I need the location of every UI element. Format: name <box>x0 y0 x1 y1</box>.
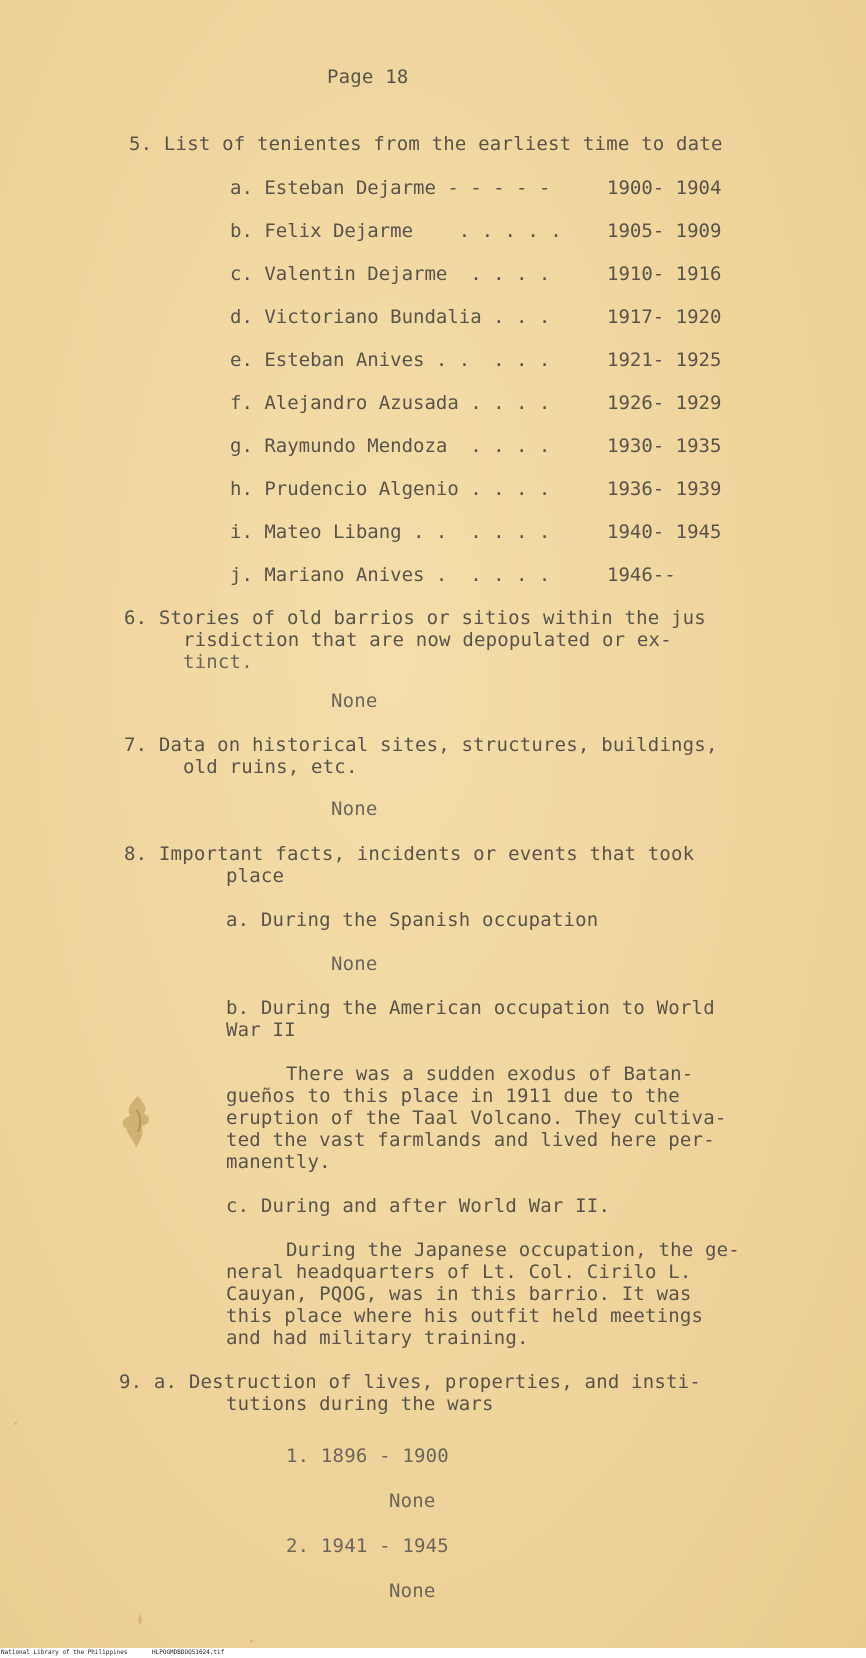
teniente-name: d. Victoriano Bundalia . . . <box>230 306 562 328</box>
item6-line2: risdiction that are now depopulated or ex- <box>183 629 672 651</box>
item8-line2: place <box>226 865 285 887</box>
item9-period2: 2. 1941 - 1945 <box>286 1535 449 1557</box>
teniente-years: 1910- 1916 <box>607 263 722 285</box>
item9-answer2: None <box>389 1580 436 1602</box>
item8-a-label: a. During the Spanish occupation <box>226 909 599 931</box>
item5-heading: 5. List of tenientes from the earliest time to date <box>129 133 723 155</box>
footer-library: National Library of the Philippines <box>1 1649 128 1656</box>
item8-b-para-line: ted the vast farmlands and lived here per- <box>226 1129 715 1151</box>
item8-a-answer: None <box>331 953 378 975</box>
item8-c-para-line: neral headquarters of Lt. Col. Cirilo L. <box>226 1261 692 1283</box>
item8-c-para-line: this place where his outfit held meetings <box>226 1305 704 1327</box>
item8-c-para-line: and had military training. <box>226 1327 529 1349</box>
item6-line1: 6. Stories of old barrios or sitios within the jus <box>124 607 706 629</box>
footer-file: HLPOGMDBDOQ51024.tif <box>152 1649 225 1656</box>
item8-b-para-line: manently. <box>226 1151 331 1173</box>
page-header: Page 18 <box>327 66 409 88</box>
teniente-name: e. Esteban Anives . . . . . <box>230 349 562 371</box>
ink-stain <box>118 1092 158 1152</box>
teniente-name: j. Mariano Anives . . . . . <box>230 564 562 586</box>
item9-answer1: None <box>389 1490 436 1512</box>
teniente-years: 1905- 1909 <box>607 220 722 242</box>
item9-line2: tutions during the wars <box>226 1393 494 1415</box>
teniente-name: a. Esteban Dejarme - - - - - <box>230 177 562 199</box>
paper-speck <box>138 1615 142 1625</box>
teniente-years: 1921- 1925 <box>607 349 722 371</box>
item8-b-line1: b. During the American occupation to World <box>226 997 715 1019</box>
item8-b-para-line: There was a sudden exodus of Batan- <box>286 1063 694 1085</box>
item9-period1: 1. 1896 - 1900 <box>286 1445 449 1467</box>
item8-b-para-line: gueños to this place in 1911 due to the <box>226 1085 680 1107</box>
item6-answer: None <box>331 690 378 712</box>
teniente-name: g. Raymundo Mendoza . . . . <box>230 435 562 457</box>
teniente-name: i. Mateo Libang . . . . . . <box>230 521 562 543</box>
item8-c-label: c. During and after World War II. <box>226 1195 611 1217</box>
item8-b-line2: War II <box>226 1019 296 1041</box>
item7-line2: old ruins, etc. <box>183 756 358 778</box>
item7-line1: 7. Data on historical sites, structures, buildings, <box>124 734 718 756</box>
item8-b-para-line: eruption of the Taal Volcano. They cultiva- <box>226 1107 727 1129</box>
teniente-years: 1917- 1920 <box>607 306 722 328</box>
teniente-years: 1940- 1945 <box>607 521 722 543</box>
scan-footer <box>0 1648 866 1658</box>
item6-line3: tinct. <box>183 651 253 673</box>
item8-c-para-line: During the Japanese occupation, the ge- <box>286 1239 740 1261</box>
teniente-name: b. Felix Dejarme . . . . . <box>230 220 574 242</box>
teniente-years: 1936- 1939 <box>607 478 722 500</box>
teniente-years: 1926- 1929 <box>607 392 722 414</box>
item8-line1: 8. Important facts, incidents or events that took <box>124 843 695 865</box>
teniente-years: 1946-- <box>607 564 676 586</box>
teniente-years: 1930- 1935 <box>607 435 722 457</box>
teniente-years: 1900- 1904 <box>607 177 722 199</box>
teniente-name: f. Alejandro Azusada . . . . <box>230 392 562 414</box>
teniente-name: h. Prudencio Algenio . . . . <box>230 478 562 500</box>
item9-line1: 9. a. Destruction of lives, properties, and insti- <box>119 1371 701 1393</box>
paper-speck <box>250 1640 253 1643</box>
teniente-name: c. Valentin Dejarme . . . . <box>230 263 562 285</box>
item8-c-para-line: Cauyan, PQOG, was in this barrio. It was <box>226 1283 692 1305</box>
item7-answer: None <box>331 798 378 820</box>
paper-speck <box>14 1422 17 1425</box>
